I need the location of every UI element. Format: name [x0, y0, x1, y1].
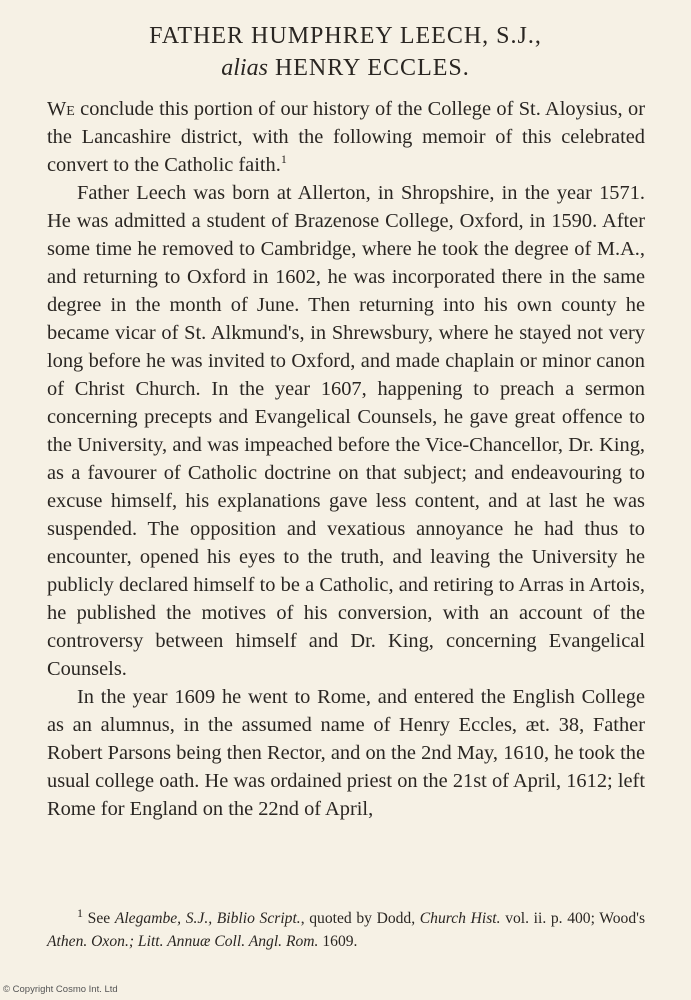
alias-name: HENRY ECCLES. [274, 55, 470, 81]
footnote-marker: 1 [77, 905, 83, 920]
footnote-ref-2: Church Hist. [419, 910, 501, 927]
page-title [0, 22, 691, 50]
paragraph-3: In the year 1609 he went to Rome, and entered the English College as an alumnus, in the assumed name of Henry Eccles, æt. 38, Father Robert Parsons being then Rector, and on the 2nd May, 1610, he took the usual college oath. He was ordained priest on the 21st of April, 1612; left Rome for England on the 22nd of April, [47, 686, 645, 820]
alias-word: alias [221, 55, 268, 81]
paragraph-2: Father Leech was born at Allerton, in Shropshire, in the year 1571. He was admitted a student of Brazenose College, Oxford, in 1590. After some time he removed to Cambridge, where he took the degree of M.A., and returning to Oxford in 1602, he was incorporated there in the same degree in the month of June. Then returning into his own county he became vicar of St. Alkmund's, in Shrewsbury, where he stayed not very long before he was invited to Oxford, and made chaplain or minor canon of Christ Church. In the year 1607, happening to preach a sermon concerning precepts and Evangelical Counsels, he gave great offence to the University, and was impeached before the Vice-Chancellor, Dr. King, as a favourer of Catholic doctrine on that subject; and endeavouring to excuse himself, his explanations gave less content, and at last he was suspended. The opposition and vexatious annoyance he had thus to encounter, opened his eyes to the truth, and leaving the University he publicly declared himself to be a Catholic, and retiring to Arras in Artois, he published the motives of his conversion, with an account of the controversy between himself and Dr. King, concerning Evangelical Counsels. [47, 182, 645, 680]
footnote-text-2: vol. ii. p. 400; Wood's [505, 910, 646, 927]
footnote-text-3: 1609. [322, 933, 358, 950]
footnote-text-1: , quoted by Dodd, [300, 910, 416, 927]
paragraph-1-text: conclude this portion of our history of the College of St. Aloysius, or the Lancashire district, with the following memoir of this celebrated convert to the Catholic faith. [47, 98, 645, 176]
footnote-ref-3: Athen. Oxon.; Litt. Annuæ Coll. Angl. Rom. [47, 933, 319, 950]
footnote [47, 907, 645, 953]
footnote-ref: 1 [280, 152, 287, 167]
copyright-watermark: © Copyright Cosmo Int. Ltd [3, 984, 118, 995]
footnote-ref-1: Alegambe, S.J., Biblio Script. [114, 910, 301, 927]
opening-word: We [47, 98, 75, 120]
footnote-see: See [87, 910, 111, 927]
title-line-1: FATHER HUMPHREY LEECH, S.J., [149, 23, 542, 49]
body-text [47, 95, 645, 823]
footnote-text [47, 907, 645, 953]
paragraph-1 [47, 95, 645, 179]
page-subtitle [0, 54, 691, 82]
